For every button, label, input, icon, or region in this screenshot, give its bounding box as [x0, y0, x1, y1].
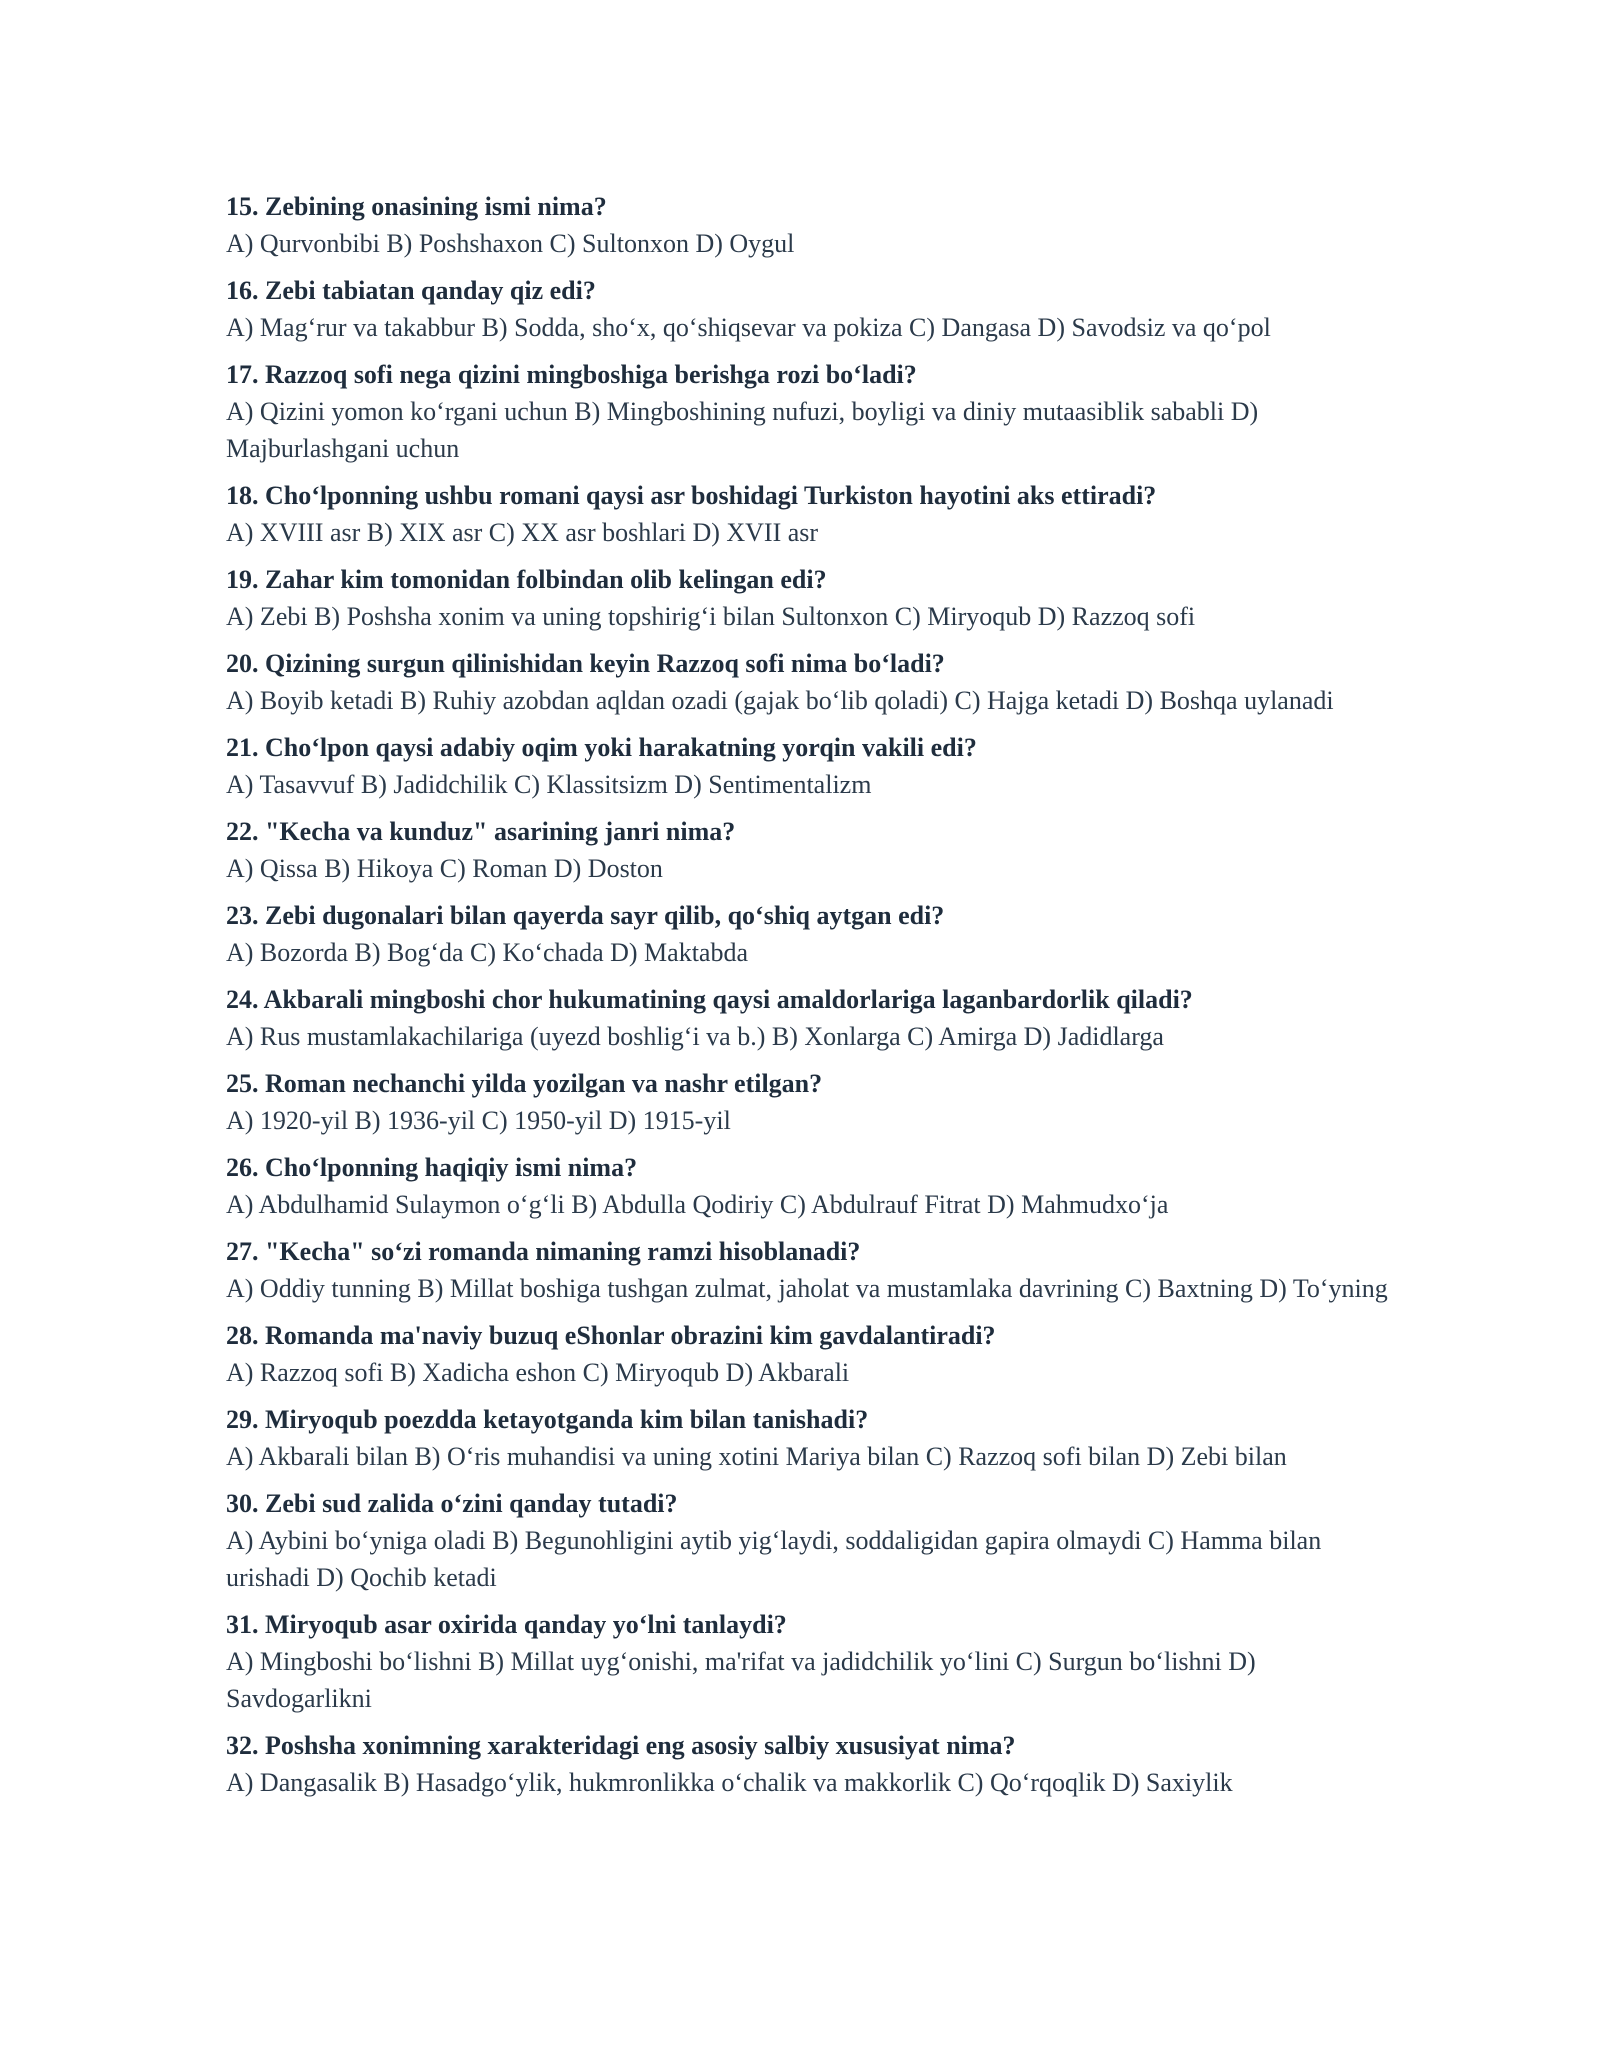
question-text: 27. "Kecha" so‘zi romanda nimaning ramzi hisoblanadi?: [226, 1237, 861, 1266]
answer-options: A) Zebi B) Poshsha xonim va uning topshirig‘i bilan Sultonxon C) Miryoqub D) Razzoq sofi: [226, 602, 1196, 631]
question-block: [226, 477, 1406, 551]
question-text: 29. Miryoqub poezdda ketayotganda kim bilan tanishadi?: [226, 1405, 869, 1434]
question-text: 32. Poshsha xonimning xarakteridagi eng asosiy salbiy xususiyat nima?: [226, 1731, 1016, 1760]
question-block: [226, 356, 1406, 467]
question-text: 25. Roman nechanchi yilda yozilgan va nashr etilgan?: [226, 1069, 823, 1098]
answer-options: A) Bozorda B) Bog‘da C) Ko‘chada D) Maktabda: [226, 938, 749, 967]
question-block: [226, 1317, 1406, 1391]
question-block: [226, 981, 1406, 1055]
question-block: [226, 813, 1406, 887]
question-block: [226, 272, 1406, 346]
question-block: [226, 1065, 1406, 1139]
question-text: 24. Akbarali mingboshi chor hukumatining qaysi amaldorlariga laganbardorlik qiladi?: [226, 985, 1193, 1014]
question-block: [226, 188, 1406, 262]
question-text: 20. Qizining surgun qilinishidan keyin Razzoq sofi nima bo‘ladi?: [226, 649, 945, 678]
question-text: 30. Zebi sud zalida o‘zini qanday tutadi?: [226, 1489, 678, 1518]
question-block: [226, 897, 1406, 971]
question-block: [226, 645, 1406, 719]
question-text: 18. Cho‘lponning ushbu romani qaysi asr boshidagi Turkiston hayotini aks ettiradi?: [226, 481, 1157, 510]
question-text: 19. Zahar kim tomonidan folbindan olib kelingan edi?: [226, 565, 827, 594]
answer-options: A) Rus mustamlakachilariga (uyezd boshlig‘i va b.) B) Xonlarga C) Amirga D) Jadidlarga: [226, 1022, 1164, 1051]
answer-options: A) Mingboshi bo‘lishni B) Millat uyg‘onishi, ma'rifat va jadidchilik yo‘lini C) Surgun bo‘lishni D) Savdogarlikni: [226, 1647, 1256, 1713]
question-block: [226, 1149, 1406, 1223]
question-text: 21. Cho‘lpon qaysi adabiy oqim yoki harakatning yorqin vakili edi?: [226, 733, 977, 762]
answer-options: A) Qizini yomon ko‘rgani uchun B) Mingboshining nufuzi, boyligi va diniy mutaasiblik sababli D) Majburlashgani uchun: [226, 397, 1259, 463]
question-text: 26. Cho‘lponning haqiqiy ismi nima?: [226, 1153, 638, 1182]
answer-options: A) XVIII asr B) XIX asr C) XX asr boshlari D) XVII asr: [226, 518, 819, 547]
document-page: [226, 188, 1406, 1811]
question-block: [226, 1606, 1406, 1717]
question-text: 23. Zebi dugonalari bilan qayerda sayr qilib, qo‘shiq aytgan edi?: [226, 901, 945, 930]
answer-options: A) Boyib ketadi B) Ruhiy azobdan aqldan ozadi (gajak bo‘lib qoladi) C) Hajga ketadi D) Boshqa uylanadi: [226, 686, 1334, 715]
question-text: 31. Miryoqub asar oxirida qanday yo‘lni tanlaydi?: [226, 1610, 787, 1639]
answer-options: A) Tasavvuf B) Jadidchilik C) Klassitsizm D) Sentimentalizm: [226, 770, 872, 799]
question-block: [226, 1233, 1406, 1307]
question-block: [226, 1727, 1406, 1801]
answer-options: A) Razzoq sofi B) Xadicha eshon C) Miryoqub D) Akbarali: [226, 1358, 850, 1387]
question-block: [226, 729, 1406, 803]
question-text: 16. Zebi tabiatan qanday qiz edi?: [226, 276, 596, 305]
answer-options: A) Akbarali bilan B) O‘ris muhandisi va uning xotini Mariya bilan C) Razzoq sofi bilan D) Zebi bilan: [226, 1442, 1287, 1471]
question-text: 15. Zebining onasining ismi nima?: [226, 192, 607, 221]
question-block: [226, 561, 1406, 635]
answer-options: A) Qissa B) Hikoya C) Roman D) Doston: [226, 854, 663, 883]
answer-options: A) Aybini bo‘yniga oladi B) Begunohligini aytib yig‘laydi, soddaligidan gapira olmaydi C) Hamma bilan urishadi D) Qochib ketadi: [226, 1526, 1322, 1592]
question-block: [226, 1401, 1406, 1475]
question-text: 28. Romanda ma'naviy buzuq eShonlar obrazini kim gavdalantiradi?: [226, 1321, 996, 1350]
question-block: [226, 1485, 1406, 1596]
answer-options: A) 1920-yil B) 1936-yil C) 1950-yil D) 1915-yil: [226, 1106, 731, 1135]
answer-options: A) Oddiy tunning B) Millat boshiga tushgan zulmat, jaholat va mustamlaka davrining C) Baxtning D) To‘yning: [226, 1274, 1388, 1303]
question-text: 22. "Kecha va kunduz" asarining janri nima?: [226, 817, 736, 846]
answer-options: A) Abdulhamid Sulaymon o‘g‘li B) Abdulla Qodiriy C) Abdulrauf Fitrat D) Mahmudxo‘ja: [226, 1190, 1169, 1219]
answer-options: A) Qurvonbibi B) Poshshaxon C) Sultonxon D) Oygul: [226, 229, 795, 258]
question-text: 17. Razzoq sofi nega qizini mingboshiga berishga rozi bo‘ladi?: [226, 360, 917, 389]
answer-options: A) Mag‘rur va takabbur B) Sodda, sho‘x, qo‘shiqsevar va pokiza C) Dangasa D) Savodsiz va qo‘pol: [226, 313, 1271, 342]
answer-options: A) Dangasalik B) Hasadgo‘ylik, hukmronlikka o‘chalik va makkorlik C) Qo‘rqoqlik D) Saxiylik: [226, 1768, 1233, 1797]
